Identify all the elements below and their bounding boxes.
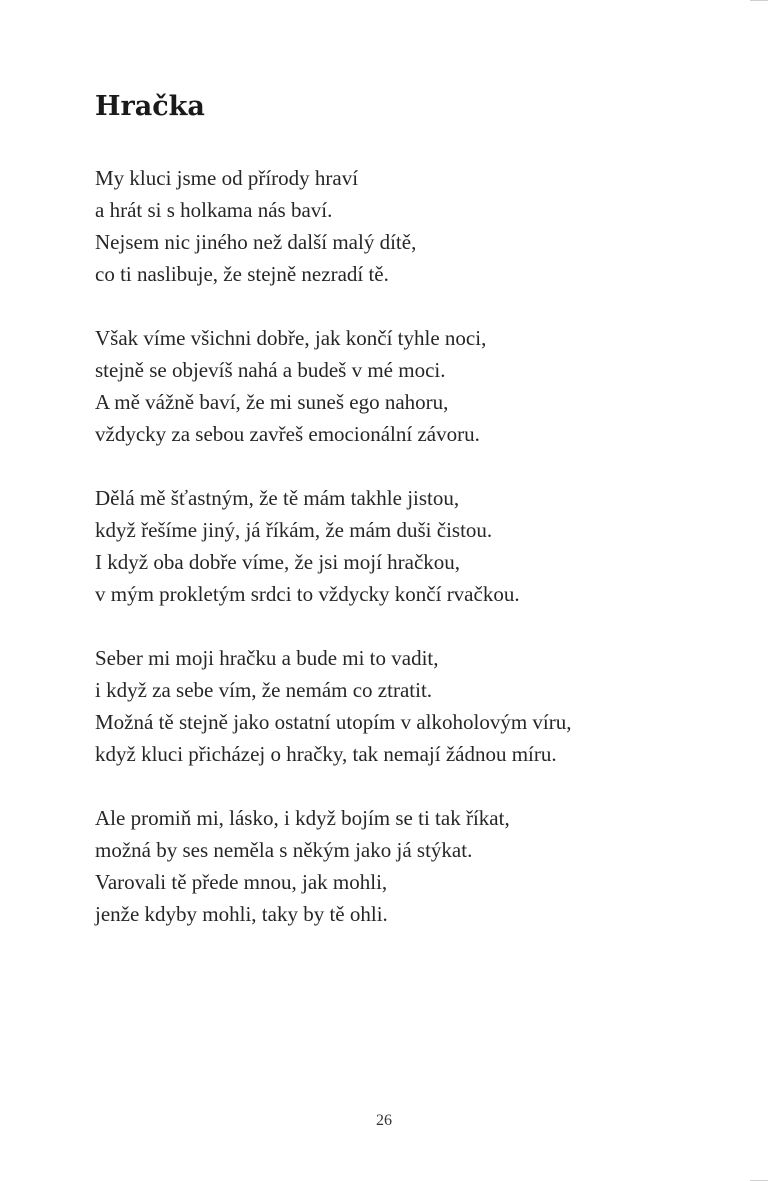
- stanza-3: [95, 482, 735, 610]
- stanza-4: [95, 642, 735, 770]
- stanza-2: [95, 322, 735, 450]
- poem-line: co ti naslibuje, že stejně nezradí tě.: [95, 262, 389, 286]
- poem-line: Možná tě stejně jako ostatní utopím v alkoholovým víru,: [95, 710, 572, 734]
- poem-line: Seber mi moji hračku a bude mi to vadit,: [95, 646, 439, 670]
- stanza-1: [95, 162, 735, 290]
- poem-line: možná by ses neměla s někým jako já stýkat.: [95, 838, 473, 862]
- poem-line: My kluci jsme od přírody hraví: [95, 166, 359, 190]
- poem-line: vždycky za sebou zavřeš emocionální závoru.: [95, 422, 480, 446]
- poem-line: když kluci přicházej o hračky, tak nemají žádnou míru.: [95, 742, 557, 766]
- poem-line: Dělá mě šťastným, že tě mám takhle jistou,: [95, 486, 460, 510]
- poem-line: když řešíme jiný, já říkám, že mám duši čistou.: [95, 518, 493, 542]
- poem-line: a hrát si s holkama nás baví.: [95, 198, 333, 222]
- page-edge-mark-top: [750, 0, 768, 1]
- poem-line: A mě vážně baví, že mi suneš ego nahoru,: [95, 390, 449, 414]
- poem-line: stejně se objevíš nahá a budeš v mé moci.: [95, 358, 446, 382]
- page-number: 26: [376, 1112, 392, 1129]
- stanza-5: [95, 802, 735, 930]
- poem-line: Však víme všichni dobře, jak končí tyhle noci,: [95, 326, 487, 350]
- poem-line: I když oba dobře víme, že jsi mojí hračkou,: [95, 550, 461, 574]
- poem-line: v mým prokletým srdci to vždycky končí rvačkou.: [95, 582, 520, 606]
- poem-line: Varovali tě přede mnou, jak mohli,: [95, 870, 388, 894]
- poem-line: Ale promiň mi, lásko, i když bojím se ti tak říkat,: [95, 806, 510, 830]
- poem-body: [95, 162, 735, 962]
- poem-line: i když za sebe vím, že nemám co ztratit.: [95, 678, 433, 702]
- poem-title: Hračka: [95, 91, 205, 122]
- poem-line: jenže kdyby mohli, taky by tě ohli.: [95, 902, 388, 926]
- poem-line: Nejsem nic jiného než další malý dítě,: [95, 230, 417, 254]
